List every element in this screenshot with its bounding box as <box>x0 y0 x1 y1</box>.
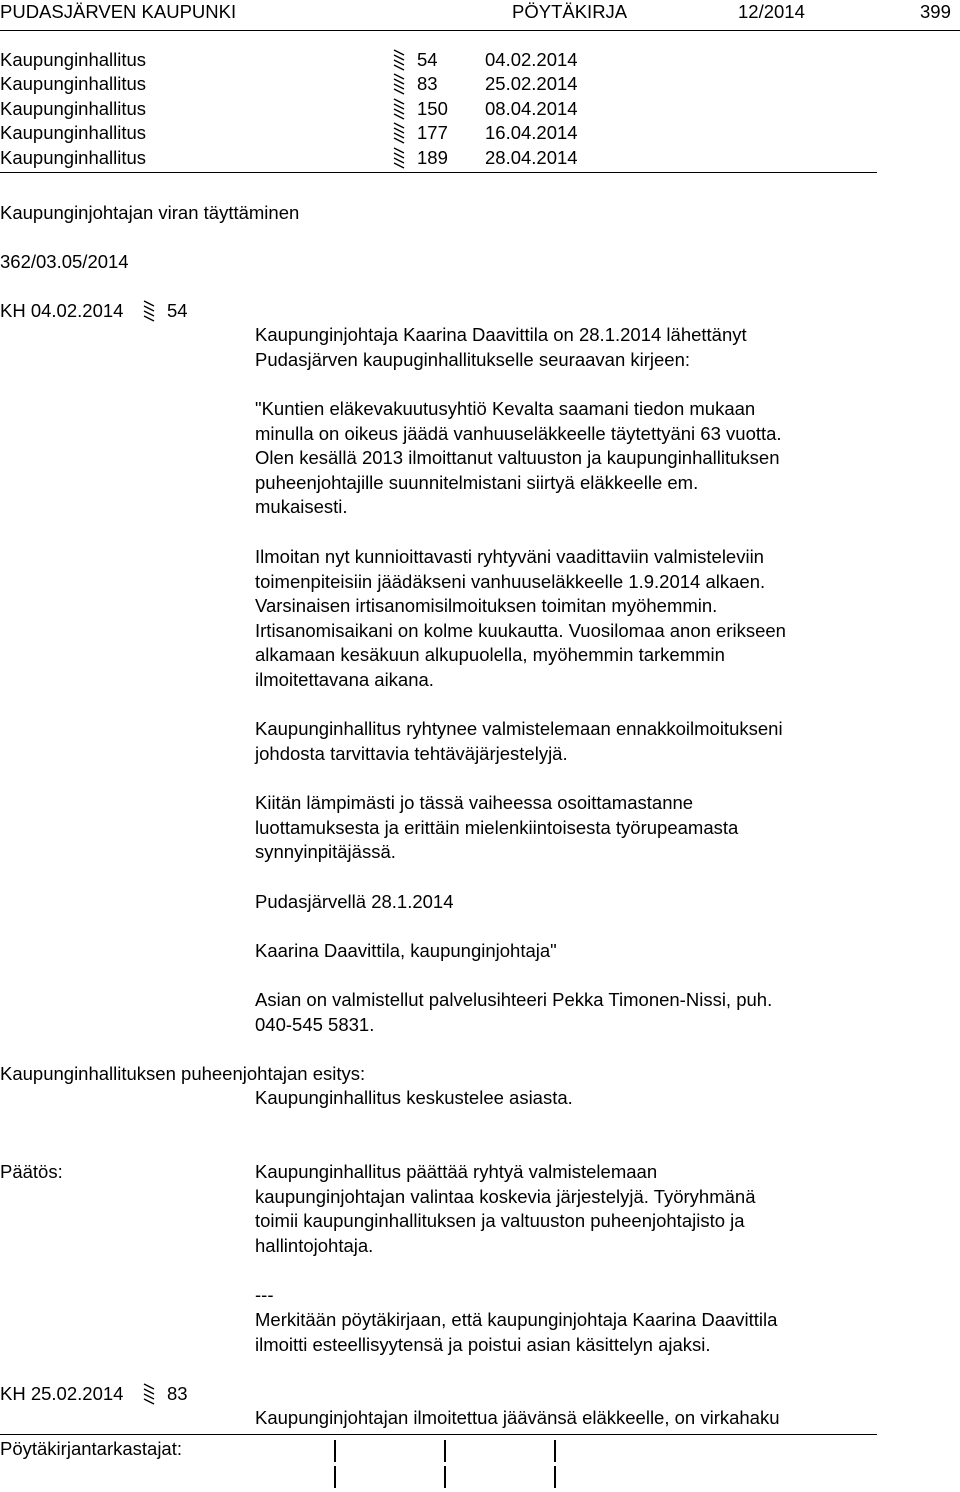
history-body: Kaupunginhallitus <box>0 49 147 70</box>
issue-number: 12/2014 <box>738 1 805 22</box>
header-rule <box>0 30 960 31</box>
section-sign-icon <box>393 98 405 120</box>
meeting-section: 54 <box>167 300 188 321</box>
signature-slot <box>554 1466 556 1488</box>
section-sign-icon <box>143 1383 155 1405</box>
intro-paragraph: Kaupunginjohtaja Kaarina Daavittila on 28.1.2014 lähettänyt Pudasjärven kaupuginhallitukselle seuraavan kirjeen: <box>255 324 747 370</box>
letter-paragraph: Kiitän lämpimästi jo tässä vaiheessa osoittamastanne luottamuksesta ja erittäin mielenkiintoisesta työrupeamasta synnyinpitäjässä. <box>255 792 739 862</box>
signature-slot <box>554 1440 556 1462</box>
decision-separator: --- <box>255 1284 274 1305</box>
preparer-note: Asian on valmistellut palvelusihteeri Pekka Timonen-Nissi, puh. 040-545 5831. <box>255 989 773 1035</box>
letter-place-date: Pudasjärvellä 28.1.2014 <box>255 891 454 912</box>
history-body: Kaupunginhallitus <box>0 73 147 94</box>
meeting-date: KH 04.02.2014 <box>0 300 124 321</box>
history-section: 83 <box>417 73 438 94</box>
history-section: 54 <box>417 49 438 70</box>
decision-text: Kaupunginhallitus päättää ryhtyä valmistelemaan kaupunginjohtajan valintaa koskevia järjestelyjä. Työryhmänä toimii kaupunginhallituksen ja valtuuston puheenjohtajisto ja hallintojohtaja. <box>255 1161 756 1256</box>
continuation-text: Kaupunginjohtajan ilmoitettua jäävänsä eläkkeelle, on virkahaku <box>255 1407 780 1428</box>
history-date: 08.04.2014 <box>485 98 578 119</box>
history-date: 04.02.2014 <box>485 49 578 70</box>
proposal-text: Kaupunginhallitus keskustelee asiasta. <box>255 1087 573 1108</box>
decision-note: Merkitään pöytäkirjaan, että kaupunginjohtaja Kaarina Daavittila ilmoitti esteellisyytensä ja poistui asian käsittelyn ajaksi. <box>255 1309 778 1355</box>
signature-slot <box>444 1440 446 1462</box>
section-sign-icon <box>393 73 405 95</box>
proposal-label: Kaupunginhallituksen puheenjohtajan esitys: <box>0 1063 366 1084</box>
org-name: PUDASJÄRVEN KAUPUNKI <box>0 1 237 22</box>
footer-label: Pöytäkirjantarkastajat: <box>0 1438 183 1459</box>
history-section: 189 <box>417 147 448 168</box>
item-title: Kaupunginjohtajan viran täyttäminen <box>0 202 300 223</box>
history-body: Kaupunginhallitus <box>0 98 147 119</box>
letter-signature: Kaarina Daavittila, kaupunginjohtaja" <box>255 940 557 961</box>
signature-slot <box>334 1440 336 1462</box>
history-rule <box>0 172 877 173</box>
history-date: 28.04.2014 <box>485 147 578 168</box>
history-body: Kaupunginhallitus <box>0 147 147 168</box>
section-sign-icon <box>393 147 405 169</box>
signature-slot <box>444 1466 446 1488</box>
history-body: Kaupunginhallitus <box>0 122 147 143</box>
signature-slot <box>334 1466 336 1488</box>
section-sign-icon <box>393 49 405 71</box>
meeting-section: 83 <box>167 1383 188 1404</box>
history-section: 177 <box>417 122 448 143</box>
meeting-date: KH 25.02.2014 <box>0 1383 124 1404</box>
section-sign-icon <box>143 300 155 322</box>
section-sign-icon <box>393 122 405 144</box>
footer-rule <box>0 1434 877 1435</box>
letter-paragraph: Kaupunginhallitus ryhtynee valmistelemaan ennakkoilmoitukseni johdosta tarvittavia tehtäväjärjestelyjä. <box>255 718 783 764</box>
page-number: 399 <box>920 1 951 22</box>
decision-label: Päätös: <box>0 1161 63 1182</box>
record-number: 362/03.05/2014 <box>0 251 129 272</box>
letter-paragraph: Ilmoitan nyt kunnioittavasti ryhtyväni vaadittaviin valmisteleviin toimenpiteisiin jäädäkseni vanhuuseläkkeelle 1.9.2014 alkaen. Varsinaisen irtisanomisilmoituksen toimitan myöhemmin. Irtisanomisaikani on kolme kuukautta. Vuosilomaa anon erikseen alkamaan kesäkuun alkupuolella, myöhemmin tarkemmin ilmoitettavana aikana. <box>255 546 786 690</box>
doc-type: PÖYTÄKIRJA <box>512 1 628 22</box>
letter-paragraph: "Kuntien eläkevakuutusyhtiö Kevalta saamani tiedon mukaan minulla on oikeus jäädä vanhuuseläkkeelle täytettyäni 63 vuotta. Olen kesällä 2013 ilmoittanut valtuuston ja kaupunginhallituksen puheenjohtajille suunnitelmistani siirtyä eläkkeelle em. mukaisesti. <box>255 398 782 517</box>
history-date: 25.02.2014 <box>485 73 578 94</box>
history-date: 16.04.2014 <box>485 122 578 143</box>
history-section: 150 <box>417 98 448 119</box>
